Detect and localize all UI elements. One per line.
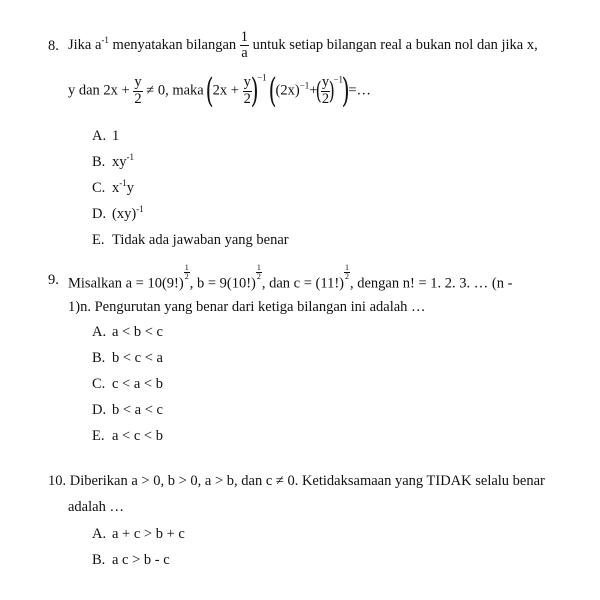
- question-10-line-1: [48, 474, 545, 489]
- fraction-y-over-2: $\frac{y}{2}$: [243, 74, 251, 107]
- text: y dan 2x +: [68, 82, 130, 99]
- option-d[interactable]: D. (xy)$^{-1}$: [92, 204, 144, 222]
- superscript: −1: [257, 72, 267, 83]
- option-a[interactable]: A. 1: [92, 128, 120, 144]
- paren-open: (: [316, 77, 323, 105]
- superscript: −1: [333, 74, 344, 85]
- text: untuk setiap bilangan real a bukan nol dan jika x,: [252, 37, 538, 54]
- exponent-half: $\frac{1}{2}$: [256, 263, 261, 282]
- option-b[interactable]: B. b < c < a: [92, 350, 163, 366]
- text: =…: [348, 82, 372, 99]
- question-9-line-2: 1)n. Pengurutan yang benar dari ketiga bilangan ini adalah …: [68, 299, 426, 315]
- paren-open: (: [268, 71, 277, 111]
- text: ≠ 0, maka: [146, 82, 204, 99]
- option-b[interactable]: B. a c > b - c: [92, 552, 170, 568]
- question-number: 9.: [48, 272, 59, 288]
- text: Jika a: [68, 37, 102, 54]
- exponent-half: $\frac{1}{2}$: [345, 263, 349, 282]
- option-b[interactable]: B. $xy^{-1}$: [92, 152, 134, 170]
- question-9-line-1: [68, 264, 512, 291]
- text: , dan c = (11!): [261, 275, 344, 292]
- text: 2x +: [212, 82, 239, 99]
- question-8-line-2: [68, 71, 372, 111]
- text: menyatakan bilangan: [112, 37, 237, 54]
- text: (2x): [275, 82, 300, 99]
- option-a[interactable]: A. a + c > b + c: [92, 526, 185, 542]
- option-c[interactable]: C. c < a < b: [92, 376, 163, 392]
- text: Misalkan a = 10(9!): [68, 275, 184, 292]
- text: , dengan n! = 1. 2. 3. … (n -: [350, 275, 513, 292]
- fraction: $\frac{1}{a}$: [240, 29, 249, 62]
- text: Diberikan a > 0, b > 0, a > b, dan c ≠ 0. Ketidaksamaan yang TIDAK selalu benar: [69, 473, 545, 489]
- fraction-y-over-2: $\frac{y}{2}$: [321, 74, 330, 107]
- paren-close: ): [341, 71, 350, 111]
- question-number: 10.: [48, 473, 67, 489]
- option-c[interactable]: C. $x^{-1}y$: [92, 178, 134, 196]
- question-8-line-1: [68, 30, 538, 61]
- superscript: −1: [299, 80, 310, 91]
- option-d[interactable]: D. b < a < c: [92, 402, 163, 418]
- option-e[interactable]: E. Tidak ada jawaban yang benar: [92, 232, 289, 248]
- fraction-y-over-2: $\frac{y}{2}$: [134, 74, 142, 107]
- exponent-half: $\frac{1}{2}$: [184, 263, 189, 282]
- option-e[interactable]: E. a < c < b: [92, 428, 163, 444]
- paren-close: ): [250, 71, 259, 111]
- text: +: [309, 82, 318, 99]
- question-number: 8.: [48, 38, 59, 54]
- text: , b = 9(10!): [189, 275, 256, 292]
- superscript: -1: [101, 35, 109, 46]
- paren-open: (: [206, 71, 214, 111]
- option-a[interactable]: A. a < b < c: [92, 324, 163, 340]
- paren-close: ): [328, 77, 335, 105]
- question-10-line-2: adalah …: [68, 499, 124, 515]
